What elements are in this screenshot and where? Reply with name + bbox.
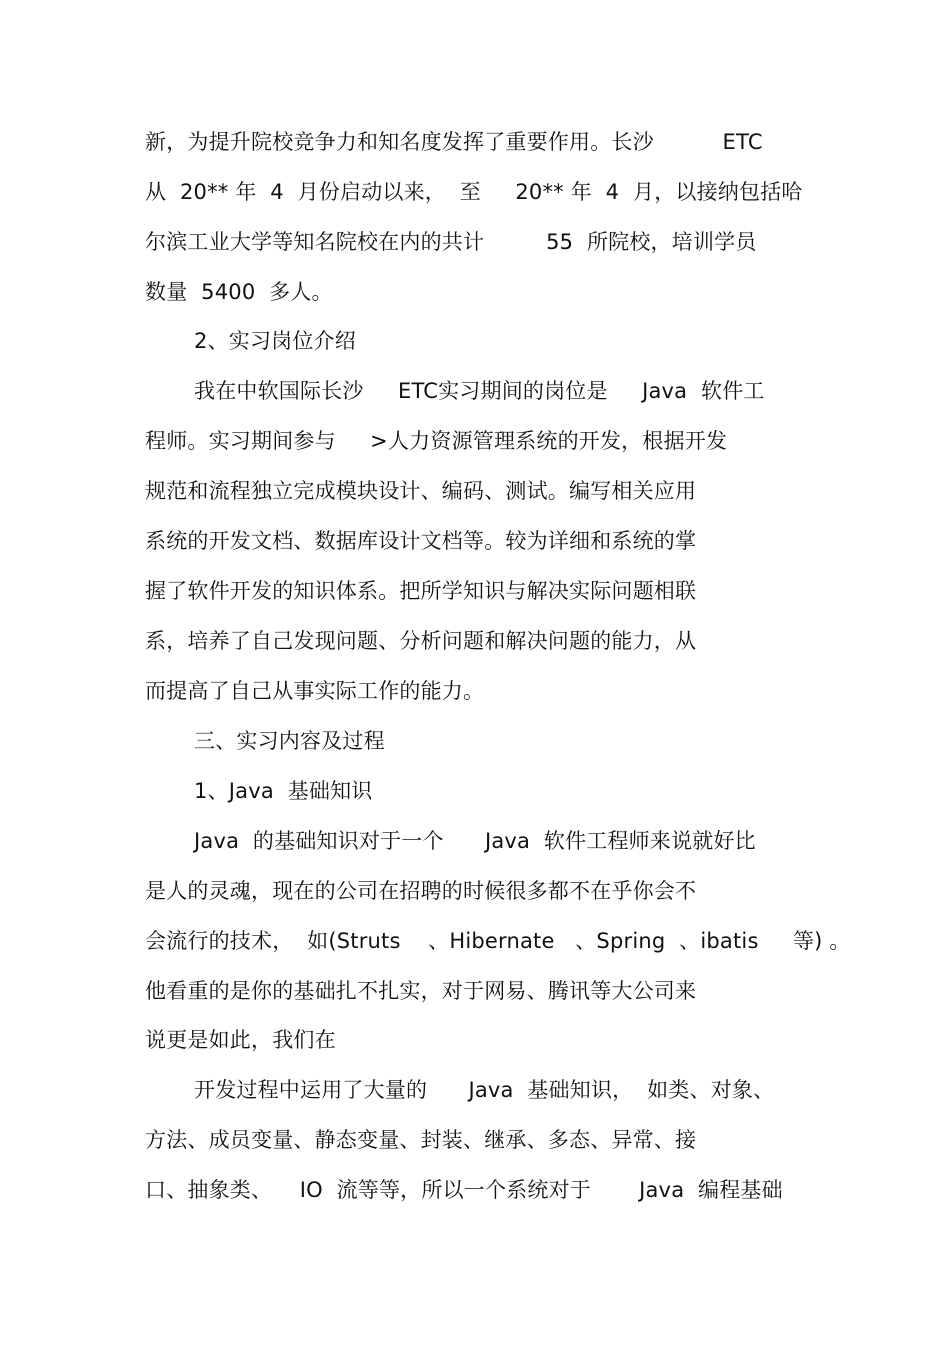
section-heading: 2、实习岗位介绍	[194, 329, 356, 353]
text-line: 会流行的技术， 如(Struts 、Hibernate 、Spring 、ibatis 等) 。	[145, 929, 851, 953]
text-line: 系，培养了自己发现问题、分析问题和解决问题的能力，从	[145, 629, 697, 653]
text-line: 开发过程中运用了大量的 Java 基础知识， 如类、对象、	[194, 1078, 775, 1102]
text-line: 我在中软国际长沙 ETC实习期间的岗位是 Java 软件工	[194, 379, 765, 403]
text-line: 从 20** 年 4 月份启动以来， 至 20** 年 4 月，以接纳包括哈	[145, 180, 803, 204]
text-line: 方法、成员变量、静态变量、封装、继承、多态、异常、接	[145, 1128, 697, 1152]
text-line: 程师。实习期间参与 >人力资源管理系统的开发，根据开发	[145, 429, 728, 453]
text-line: 他看重的是你的基础扎不扎实，对于网易、腾讯等大公司来	[145, 979, 697, 1003]
text-line: 握了软件开发的知识体系。把所学知识与解决实际问题相联	[145, 579, 697, 603]
text-line: 规范和流程独立完成模块设计、编码、测试。编写相关应用	[145, 479, 697, 503]
text-line: 而提高了自己从事实际工作的能力。	[145, 679, 485, 703]
text-line: 数量 5400 多人。	[145, 280, 333, 304]
text-line: 尔滨工业大学等知名院校在内的共计 55 所院校，培训学员	[145, 230, 757, 254]
text-line: 新，为提升院校竞争力和知名度发挥了重要作用。长沙 ETC	[145, 130, 763, 154]
text-line: Java 的基础知识对于一个 Java 软件工程师来说就好比	[194, 829, 756, 853]
text-line: 系统的开发文档、数据库设计文档等。较为详细和系统的掌	[145, 529, 697, 553]
text-line: 说更是如此，我们在	[145, 1028, 336, 1052]
text-line: 是人的灵魂，现在的公司在招聘的时候很多都不在乎你会不	[145, 879, 697, 903]
section-heading: 三、实习内容及过程	[194, 729, 385, 753]
text-line: 口、抽象类、 IO 流等等，所以一个系统对于 Java 编程基础	[145, 1178, 783, 1202]
section-heading: 1、Java 基础知识	[194, 779, 373, 803]
